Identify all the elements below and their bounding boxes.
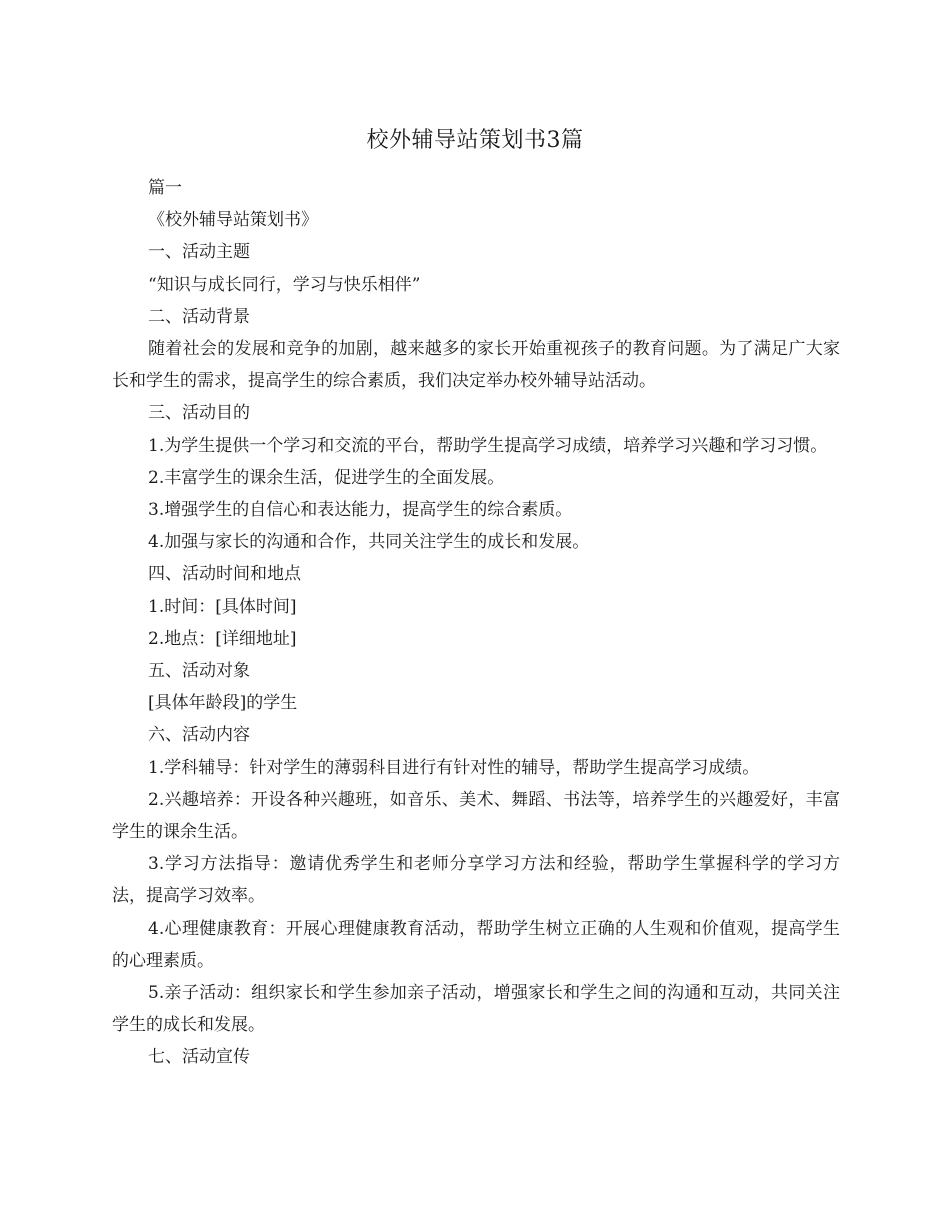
heading-time-place: 四、活动时间和地点 [148, 564, 301, 585]
background-text: 随着社会的发展和竞争的加剧，越来越多的家长开始重视孩子的教育问题。为了满足广大家长和学生的需求，提高学生的综合素质，我们决定举办校外辅导站活动。 [112, 339, 840, 392]
place-item: 2.地点：[详细地址] [148, 628, 297, 649]
time-item: 1.时间：[具体时间] [148, 596, 297, 617]
purpose-item-2: 2.丰富学生的课余生活，促进学生的全面发展。 [148, 467, 505, 488]
theme-slogan: “知识与成长同行，学习与快乐相伴” [148, 274, 421, 295]
heading-purpose: 三、活动目的 [148, 403, 250, 424]
purpose-item-1: 1.为学生提供一个学习和交流的平台，帮助学生提高学习成绩，培养学习兴趣和学习习惯。 [148, 435, 828, 456]
content-item-1: 1.学科辅导：针对学生的薄弱科目进行有针对性的辅导，帮助学生提高学习成绩。 [148, 757, 760, 778]
section-label: 篇一 [148, 178, 182, 198]
heading-background: 二、活动背景 [148, 306, 250, 327]
content-item-2: 2.兴趣培养：开设各种兴趣班，如音乐、美术、舞蹈、书法等，培养学生的兴趣爱好，丰富学生的课余生活。 [112, 789, 840, 843]
purpose-item-4: 4.加强与家长的沟通和合作，共同关注学生的成长和发展。 [148, 532, 590, 553]
heading-promotion: 七、活动宣传 [148, 1047, 250, 1068]
content-item-4: 4.心理健康教育：开展心理健康教育活动，帮助学生树立正确的人生观和价值观，提高学生的心理素质。 [112, 918, 840, 971]
content-item-3: 3.学习方法指导：邀请优秀学生和老师分享学习方法和经验，帮助学生掌握科学的学习方法，提高学习效率。 [112, 854, 840, 907]
plan-name: 《校外辅导站策划书》 [148, 210, 318, 231]
purpose-item-3: 3.增强学生的自信心和表达能力，提高学生的综合素质。 [148, 500, 573, 521]
heading-audience: 五、活动对象 [148, 661, 250, 682]
audience-text: [具体年龄段]的学生 [148, 693, 298, 714]
heading-content: 六、活动内容 [148, 725, 250, 746]
document-title: 校外辅导站策划书3篇 [366, 128, 584, 153]
content-item-5: 5.亲子活动：组织家长和学生参加亲子活动，增强家长和学生之间的沟通和互动，共同关注学生的成长和发展。 [112, 983, 840, 1036]
document-body [112, 172, 840, 1074]
heading-theme: 一、活动主题 [148, 242, 250, 263]
